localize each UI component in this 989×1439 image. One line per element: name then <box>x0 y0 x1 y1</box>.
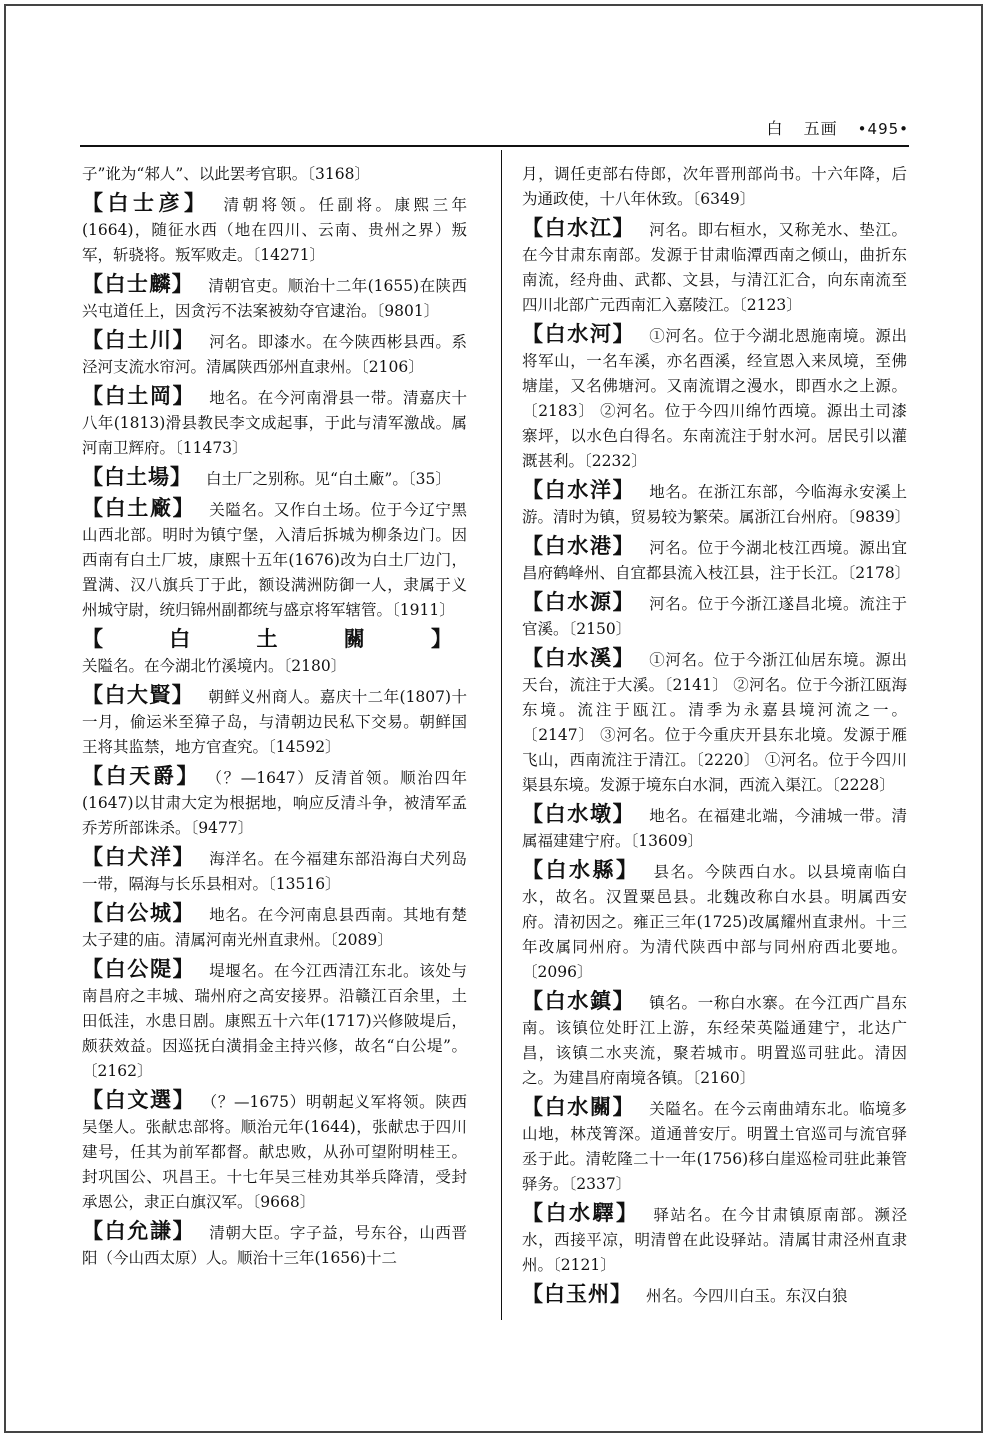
header-char: 白 <box>766 119 784 138</box>
entry-headword: 【白水洋】 <box>522 478 636 502</box>
entry-headword: 【白水關】 <box>522 1095 636 1119</box>
entry-text: 关隘名。在今湖北竹溪境内。〔2180〕 <box>82 657 347 675</box>
entry-text: （？—1647）反清首领。顺治四年(1647)以甘肃大定为根据地，响应反清斗争，被清军孟乔芳所部诛杀。〔9477〕 <box>82 769 468 837</box>
dictionary-entry <box>522 216 907 318</box>
entry-headword: 【白土川】 <box>82 328 196 352</box>
entry-headword: 【白水縣】 <box>522 858 640 882</box>
entry-text: （？—1675）明朝起义军将领。陕西吴堡人。张献忠部将。顺治元年(1644)，张献忠于四川建号，任其为前军都督。献忠败，从孙可望附明桂王。封巩国公、巩昌王。十七年吴三桂劝其举兵降清，受封承恩公，隶正白旗汉军。〔9668〕 <box>82 1093 468 1211</box>
dictionary-entry <box>82 683 467 760</box>
entry-headword: 【白水墩】 <box>522 802 636 826</box>
dictionary-entry <box>82 496 467 623</box>
entry-headword: 【白天爵】 <box>82 764 201 788</box>
entry-text: 地名。在今河南滑县一带。清嘉庆十八年(1813)滑县教民李文成起事，于此与清军激战。属河南卫辉府。〔11473〕 <box>82 389 467 457</box>
entry-text: 河名。位于今湖北枝江西境。源出宜昌府鹤峰州、自宜都县流入枝江县，注于长江。〔2178〕 <box>522 539 911 582</box>
entry-text: 河名。位于今浙江遂昌北境。流注于官溪。〔2150〕 <box>522 595 907 638</box>
entry-headword: 【白公城】 <box>82 901 196 925</box>
continuation-text: 子”讹为“邾人”、以此罢考官职。〔3168〕 <box>82 165 370 183</box>
dictionary-entry <box>82 901 467 953</box>
header-rule <box>80 145 909 147</box>
running-head <box>752 116 909 139</box>
continuation-text: 月，调任吏部右侍郎，次年晋刑部尚书。十六年降，后为通政使，十八年休致。〔6349〕 <box>522 165 907 208</box>
entry-headword: 【白大賢】 <box>82 683 195 707</box>
dictionary-entry <box>522 534 911 586</box>
entry-text: 河名。即右桓水，又称羌水、垫江。在今甘肃东南部。发源于甘肃临潭西南之倾山，曲折东南流，经舟曲、武都、文县，与清江汇合，向东南流至四川北部广元西南汇入嘉陵江。〔2123〕 <box>522 221 907 314</box>
entry-headword: 【白水鎮】 <box>522 989 636 1013</box>
dictionary-entry <box>82 845 467 897</box>
entry-headword: 【白文選】 <box>82 1088 196 1112</box>
entry-headword: 【白水港】 <box>522 534 636 558</box>
dictionary-entry <box>522 802 907 854</box>
entry-text: 河名。即漆水。在今陕西彬县西。系泾河支流水帘河。清属陕西邠州直隶州。〔2106〕 <box>82 333 467 376</box>
dictionary-entry <box>522 590 907 642</box>
entry-text: 堤堰名。在今江西清江东北。该处与南昌府之丰城、瑞州府之高安接界。沿赣江百余里，土田低洼，水患日剧。康熙五十六年(1717)兴修陂堤后，颇获效益。因巡抚白潢捐金主持兴修，故名“白公堤”。〔2162〕 <box>82 962 467 1080</box>
dictionary-entry <box>522 989 907 1091</box>
dictionary-entry <box>82 328 467 380</box>
entry-text: 地名。在浙江东部，今临海永安溪上游。清时为镇，贸易较为繁荣。属浙江台州府。〔9839〕 <box>522 483 911 526</box>
dictionary-entry <box>522 322 907 474</box>
entry-headword: 【白允謙】 <box>82 1219 196 1243</box>
entry-headword: 【白水江】 <box>522 216 636 240</box>
entry-headword: 【白水河】 <box>522 322 636 346</box>
dictionary-entry <box>82 957 467 1084</box>
column-divider <box>501 150 502 1320</box>
page-number: •495• <box>857 120 909 138</box>
entry-text: ①河名。位于今湖北恩施南境。源出将军山，一名车溪，亦名酉溪，经宣恩入来凤境，至佛塘崖，又名佛塘河。又南流谓之漫水，即酉水之上源。〔2183〕 ②河名。位于今四川绵竹西境。源出土司漆寨坪，以水色白得名。东南流注于射水河。居民引以灌溉甚利。〔2232〕 <box>522 327 907 470</box>
dictionary-entry <box>82 191 467 268</box>
entry-text: 清朝大臣。字子益，号东谷，山西晋阳（今山西太原）人。顺治十三年(1656)十二 <box>82 1224 467 1267</box>
dictionary-entry <box>522 1095 907 1197</box>
entry-text: 地名。在福建北端，今浦城一带。清属福建建宁府。〔13609〕 <box>522 807 907 850</box>
dictionary-entry <box>82 1219 467 1271</box>
dictionary-entry <box>82 764 467 841</box>
dictionary-entry <box>82 384 467 461</box>
dictionary-entry <box>522 646 907 798</box>
header-section: 五画 <box>803 119 838 138</box>
entry-headword: 【白犬洋】 <box>82 845 196 869</box>
entry-text: 清朝官吏。顺治十二年(1655)在陕西兴屯道任上，因贪污不法案被劾夺官逮治。〔9801〕 <box>82 277 468 320</box>
entry-text: 驿站名。在今甘肃镇原南部。濒泾水，西接平凉，明清曾在此设驿站。清属甘肃泾州直隶州。〔2121〕 <box>522 1206 907 1274</box>
entry-headword: 【白土廠】 <box>82 496 196 520</box>
dictionary-entry <box>82 272 467 324</box>
entry-text: 白土厂之别称。见“白土廠”。〔35〕 <box>206 470 451 488</box>
entry-headword: 【白土關】 <box>82 627 453 651</box>
entry-text: ①河名。位于今浙江仙居东境。源出天台，流注于大溪。〔2141〕 ②河名。位于今浙江瓯海东境。流注于瓯江。清季为永嘉县境河流之一。〔2147〕 ③河名。位于今重庆开县东北境。发源于雁飞山，西南流注于清江。〔2220〕 ①河名。位于今四川渠县东境。发源于境东白水洞，西流入渠江。〔2228〕 <box>522 651 907 794</box>
entry-text: 关隘名。又作白土场。位于今辽宁黑山西北部。明时为镇宁堡，入清后拆城为柳条边门。因西南有白土厂坡，康熙十五年(1676)改为白土厂边门，置满、汉八旗兵丁于此，额设满洲防御一人，隶属于义州城守尉，统归锦州副都统与盛京将军辖管。〔1911〕 <box>82 501 467 619</box>
entry-headword: 【白士麟】 <box>82 272 195 296</box>
entry-text: 关隘名。在今云南曲靖东北。临境多山地，林茂箐深。道通普安厅。明置土官巡司与流官驿丞于此。清乾隆二十一年(1756)移白崖巡检司驻此兼管驿务。〔2337〕 <box>522 1100 907 1193</box>
page-header <box>80 114 909 144</box>
entry-list <box>82 191 467 1271</box>
dictionary-entry <box>82 465 467 492</box>
entry-text: 朝鲜义州商人。嘉庆十二年(1807)十一月，偷运米至獐子岛，与清朝边民私下交易。朝鲜国王将其监禁，地方官查究。〔14592〕 <box>82 688 468 756</box>
entry-text: 镇名。一称白水寨。在今江西广昌东南。该镇位处盱江上游，东经荣英隘通建宁，北达广昌，该镇二水夹流，聚若城市。明置巡司驻此。清因之。为建昌府南境各镇。〔2160〕 <box>522 994 907 1087</box>
entry-headword: 【白水源】 <box>522 590 636 614</box>
entry-text: 州名。今四川白玉。东汉白狼 <box>646 1287 848 1305</box>
dictionary-entry <box>82 1088 467 1215</box>
entry-headword: 【白土岡】 <box>82 384 196 408</box>
entry-text: 地名。在今河南息县西南。其地有楚太子建的庙。清属河南光州直隶州。〔2089〕 <box>82 906 467 949</box>
dictionary-entry <box>522 1282 907 1309</box>
dictionary-entry <box>522 478 911 530</box>
dictionary-entry <box>522 1201 907 1278</box>
dictionary-entry <box>522 858 907 985</box>
entry-headword: 【白土場】 <box>82 465 192 489</box>
dictionary-entry <box>82 627 467 679</box>
entry-headword: 【白士彦】 <box>82 191 210 215</box>
entry-list <box>522 216 911 1309</box>
entry-headword: 【白水驛】 <box>522 1201 640 1225</box>
entry-headword: 【白玉州】 <box>522 1282 632 1306</box>
entry-text: 县名。今陕西白水。以县境南临白水，故名。汉置粟邑县。北魏改称白水县。明属西安府。清初因之。雍正三年(1725)改属耀州直隶州。十三年改属同州府。为清代陕西中部与同州府西北要地。〔2096〕 <box>522 863 907 981</box>
entry-text: 海洋名。在今福建东部沿海白犬列岛一带，隔海与长乐县相对。〔13516〕 <box>82 850 467 893</box>
entry-text: 清朝将领。任副将。康熙三年(1664)，随征水西（地在四川、云南、贵州之界）叛军，斩骁将。叛军败走。〔14271〕 <box>82 196 467 264</box>
entry-headword: 【白公隄】 <box>82 957 196 981</box>
right-column <box>522 162 911 1313</box>
left-column <box>82 162 467 1275</box>
entry-headword: 【白水溪】 <box>522 646 636 670</box>
